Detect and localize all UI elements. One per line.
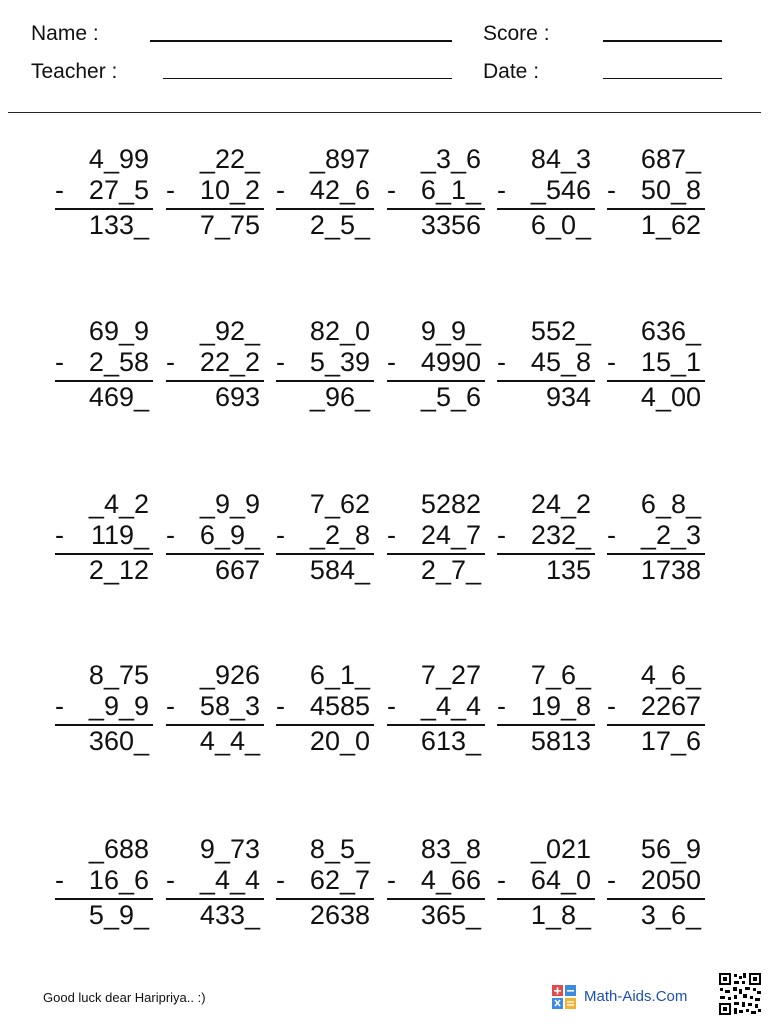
difference: _96_	[309, 382, 370, 412]
teacher-label: Teacher :	[31, 60, 118, 83]
minus-sign: -	[387, 865, 396, 895]
subtraction-problem	[607, 316, 705, 416]
minus-sign: -	[276, 691, 285, 721]
minus-sign: -	[55, 520, 64, 550]
difference: 2_12	[88, 555, 149, 585]
subtraction-problem	[55, 144, 153, 244]
subtraction-problem	[497, 660, 595, 760]
difference: _5_6	[420, 382, 481, 412]
subtrahend: _2_8	[309, 520, 370, 550]
minuend: _4_2	[88, 489, 149, 519]
minus-sign: -	[607, 865, 616, 895]
minuend: _021	[530, 834, 591, 864]
minuend: _688	[88, 834, 149, 864]
subtraction-problem	[607, 834, 705, 934]
minus-sign: -	[55, 175, 64, 205]
minuend: 8_5_	[309, 834, 370, 864]
difference: 365_	[420, 900, 481, 930]
subtrahend: 2050	[640, 865, 701, 895]
minuend: 7_62	[309, 489, 370, 519]
header-divider	[8, 112, 761, 113]
difference: 2638	[309, 900, 370, 930]
teacher-field[interactable]	[163, 78, 452, 79]
subtrahend: 27_5	[88, 175, 149, 205]
minuend: 4_99	[88, 144, 149, 174]
difference: 5813	[530, 726, 591, 756]
difference: 1_62	[640, 210, 701, 240]
subtrahend: 2_58	[88, 347, 149, 377]
difference: 4_00	[640, 382, 701, 412]
difference: 693	[214, 382, 260, 412]
minuend: 24_2	[530, 489, 591, 519]
minuend: _22_	[199, 144, 260, 174]
subtrahend: 4990	[420, 347, 481, 377]
date-label: Date :	[483, 60, 540, 83]
subtraction-problem	[55, 316, 153, 416]
minus-sign: -	[387, 347, 396, 377]
minus-sign: -	[276, 175, 285, 205]
subtrahend: _546	[530, 175, 591, 205]
subtrahend: _4_4	[199, 865, 260, 895]
minus-sign: -	[166, 175, 175, 205]
name-label: Name :	[31, 22, 99, 45]
difference: 613_	[420, 726, 481, 756]
minuend: 552_	[530, 316, 591, 346]
subtrahend: 15_1	[640, 347, 701, 377]
minus-sign: -	[497, 347, 506, 377]
minuend: _897	[309, 144, 370, 174]
difference: 2_7_	[420, 555, 481, 585]
qr-code-icon	[718, 972, 762, 1021]
minus-sign: -	[387, 175, 396, 205]
minuend: 5282	[420, 489, 481, 519]
minuend: 69_9	[88, 316, 149, 346]
minus-sign: -	[607, 347, 616, 377]
subtraction-problem	[607, 144, 705, 244]
subtraction-problem	[276, 660, 374, 760]
subtraction-problem	[276, 489, 374, 589]
difference: 5_9_	[88, 900, 149, 930]
minus-sign: -	[55, 691, 64, 721]
subtrahend: 6_1_	[420, 175, 481, 205]
difference: 7_75	[199, 210, 260, 240]
difference: 133_	[88, 210, 149, 240]
subtrahend: 19_8	[530, 691, 591, 721]
subtrahend: 4585	[309, 691, 370, 721]
minus-sign: -	[55, 865, 64, 895]
subtrahend: 6_9_	[199, 520, 260, 550]
subtraction-problem	[55, 489, 153, 589]
minus-sign: -	[276, 520, 285, 550]
difference: 4_4_	[199, 726, 260, 756]
subtraction-problem	[166, 834, 264, 934]
minuend: _926	[199, 660, 260, 690]
minuend: 636_	[640, 316, 701, 346]
subtraction-problem	[497, 144, 595, 244]
brand-link[interactable]: Math-Aids.Com	[584, 988, 688, 1005]
minuend: 7_27	[420, 660, 481, 690]
minuend: 83_8	[420, 834, 481, 864]
subtrahend: 50_8	[640, 175, 701, 205]
minuend: 56_9	[640, 834, 701, 864]
difference: 3_6_	[640, 900, 701, 930]
subtraction-problem	[387, 834, 485, 934]
score-label: Score :	[483, 22, 550, 45]
minus-sign: -	[497, 520, 506, 550]
minuend: 9_9_	[420, 316, 481, 346]
footer-message: Good luck dear Haripriya.. :)	[43, 990, 206, 1005]
subtraction-problem	[276, 316, 374, 416]
subtrahend: _2_3	[640, 520, 701, 550]
subtrahend: 119_	[90, 520, 149, 550]
minuend: 9_73	[199, 834, 260, 864]
subtraction-problem	[387, 489, 485, 589]
difference: 20_0	[309, 726, 370, 756]
subtrahend: 2267	[640, 691, 701, 721]
subtraction-problem	[387, 660, 485, 760]
subtraction-problem	[497, 316, 595, 416]
minus-sign: -	[55, 347, 64, 377]
minuend: 82_0	[309, 316, 370, 346]
subtraction-problem	[166, 316, 264, 416]
difference: 2_5_	[309, 210, 370, 240]
minuend: 6_8_	[640, 489, 701, 519]
minus-sign: -	[387, 520, 396, 550]
difference: 1738	[640, 555, 701, 585]
subtraction-problem	[607, 660, 705, 760]
score-field[interactable]	[603, 40, 722, 42]
minus-sign: -	[166, 520, 175, 550]
minus-sign: -	[387, 691, 396, 721]
subtraction-problem	[497, 489, 595, 589]
subtrahend: _4_4	[420, 691, 481, 721]
subtrahend: 58_3	[199, 691, 260, 721]
subtrahend: 62_7	[309, 865, 370, 895]
subtrahend: 10_2	[199, 175, 260, 205]
minus-sign: -	[607, 175, 616, 205]
minus-sign: -	[497, 691, 506, 721]
subtrahend: _9_9	[88, 691, 149, 721]
minus-sign: -	[497, 865, 506, 895]
minus-sign: -	[276, 347, 285, 377]
subtrahend: 45_8	[530, 347, 591, 377]
difference: 584_	[309, 555, 370, 585]
difference: 3356	[420, 210, 481, 240]
minus-sign: -	[166, 347, 175, 377]
difference: 6_0_	[530, 210, 591, 240]
subtraction-problem	[497, 834, 595, 934]
minuend: _92_	[199, 316, 260, 346]
minus-sign: -	[276, 865, 285, 895]
difference: 433_	[199, 900, 260, 930]
subtraction-problem	[276, 144, 374, 244]
subtraction-problem	[166, 660, 264, 760]
minuend: 687_	[640, 144, 701, 174]
subtraction-problem	[607, 489, 705, 589]
subtraction-problem	[55, 834, 153, 934]
minus-sign: -	[166, 691, 175, 721]
difference: 1_8_	[530, 900, 591, 930]
minus-sign: -	[607, 520, 616, 550]
subtrahend: 22_2	[199, 347, 260, 377]
subtraction-problem	[387, 316, 485, 416]
difference: 17_6	[640, 726, 701, 756]
minuend: 7_6_	[530, 660, 591, 690]
subtrahend: 24_7	[420, 520, 481, 550]
minuend: 84_3	[530, 144, 591, 174]
subtrahend: 4_66	[420, 865, 481, 895]
minus-sign: -	[607, 691, 616, 721]
subtraction-problem	[387, 144, 485, 244]
subtraction-problem	[276, 834, 374, 934]
subtrahend: 64_0	[530, 865, 591, 895]
subtrahend: 16_6	[88, 865, 149, 895]
minuend: 4_6_	[640, 660, 701, 690]
subtraction-problem	[166, 489, 264, 589]
date-field[interactable]	[603, 78, 722, 79]
subtrahend: 42_6	[309, 175, 370, 205]
name-field[interactable]	[150, 40, 452, 42]
difference: 469_	[88, 382, 149, 412]
minuend: 6_1_	[309, 660, 370, 690]
minuend: 8_75	[88, 660, 149, 690]
subtrahend: 5_39	[309, 347, 370, 377]
minus-sign: -	[497, 175, 506, 205]
subtrahend: 232_	[530, 520, 591, 550]
minus-sign: -	[166, 865, 175, 895]
difference: 360_	[88, 726, 149, 756]
subtraction-problem	[55, 660, 153, 760]
calculator-icon	[552, 985, 576, 1014]
difference: 934	[545, 382, 591, 412]
difference: 135	[545, 555, 591, 585]
subtraction-problem	[166, 144, 264, 244]
minuend: _9_9	[199, 489, 260, 519]
difference: 667	[214, 555, 260, 585]
minuend: _3_6	[420, 144, 481, 174]
